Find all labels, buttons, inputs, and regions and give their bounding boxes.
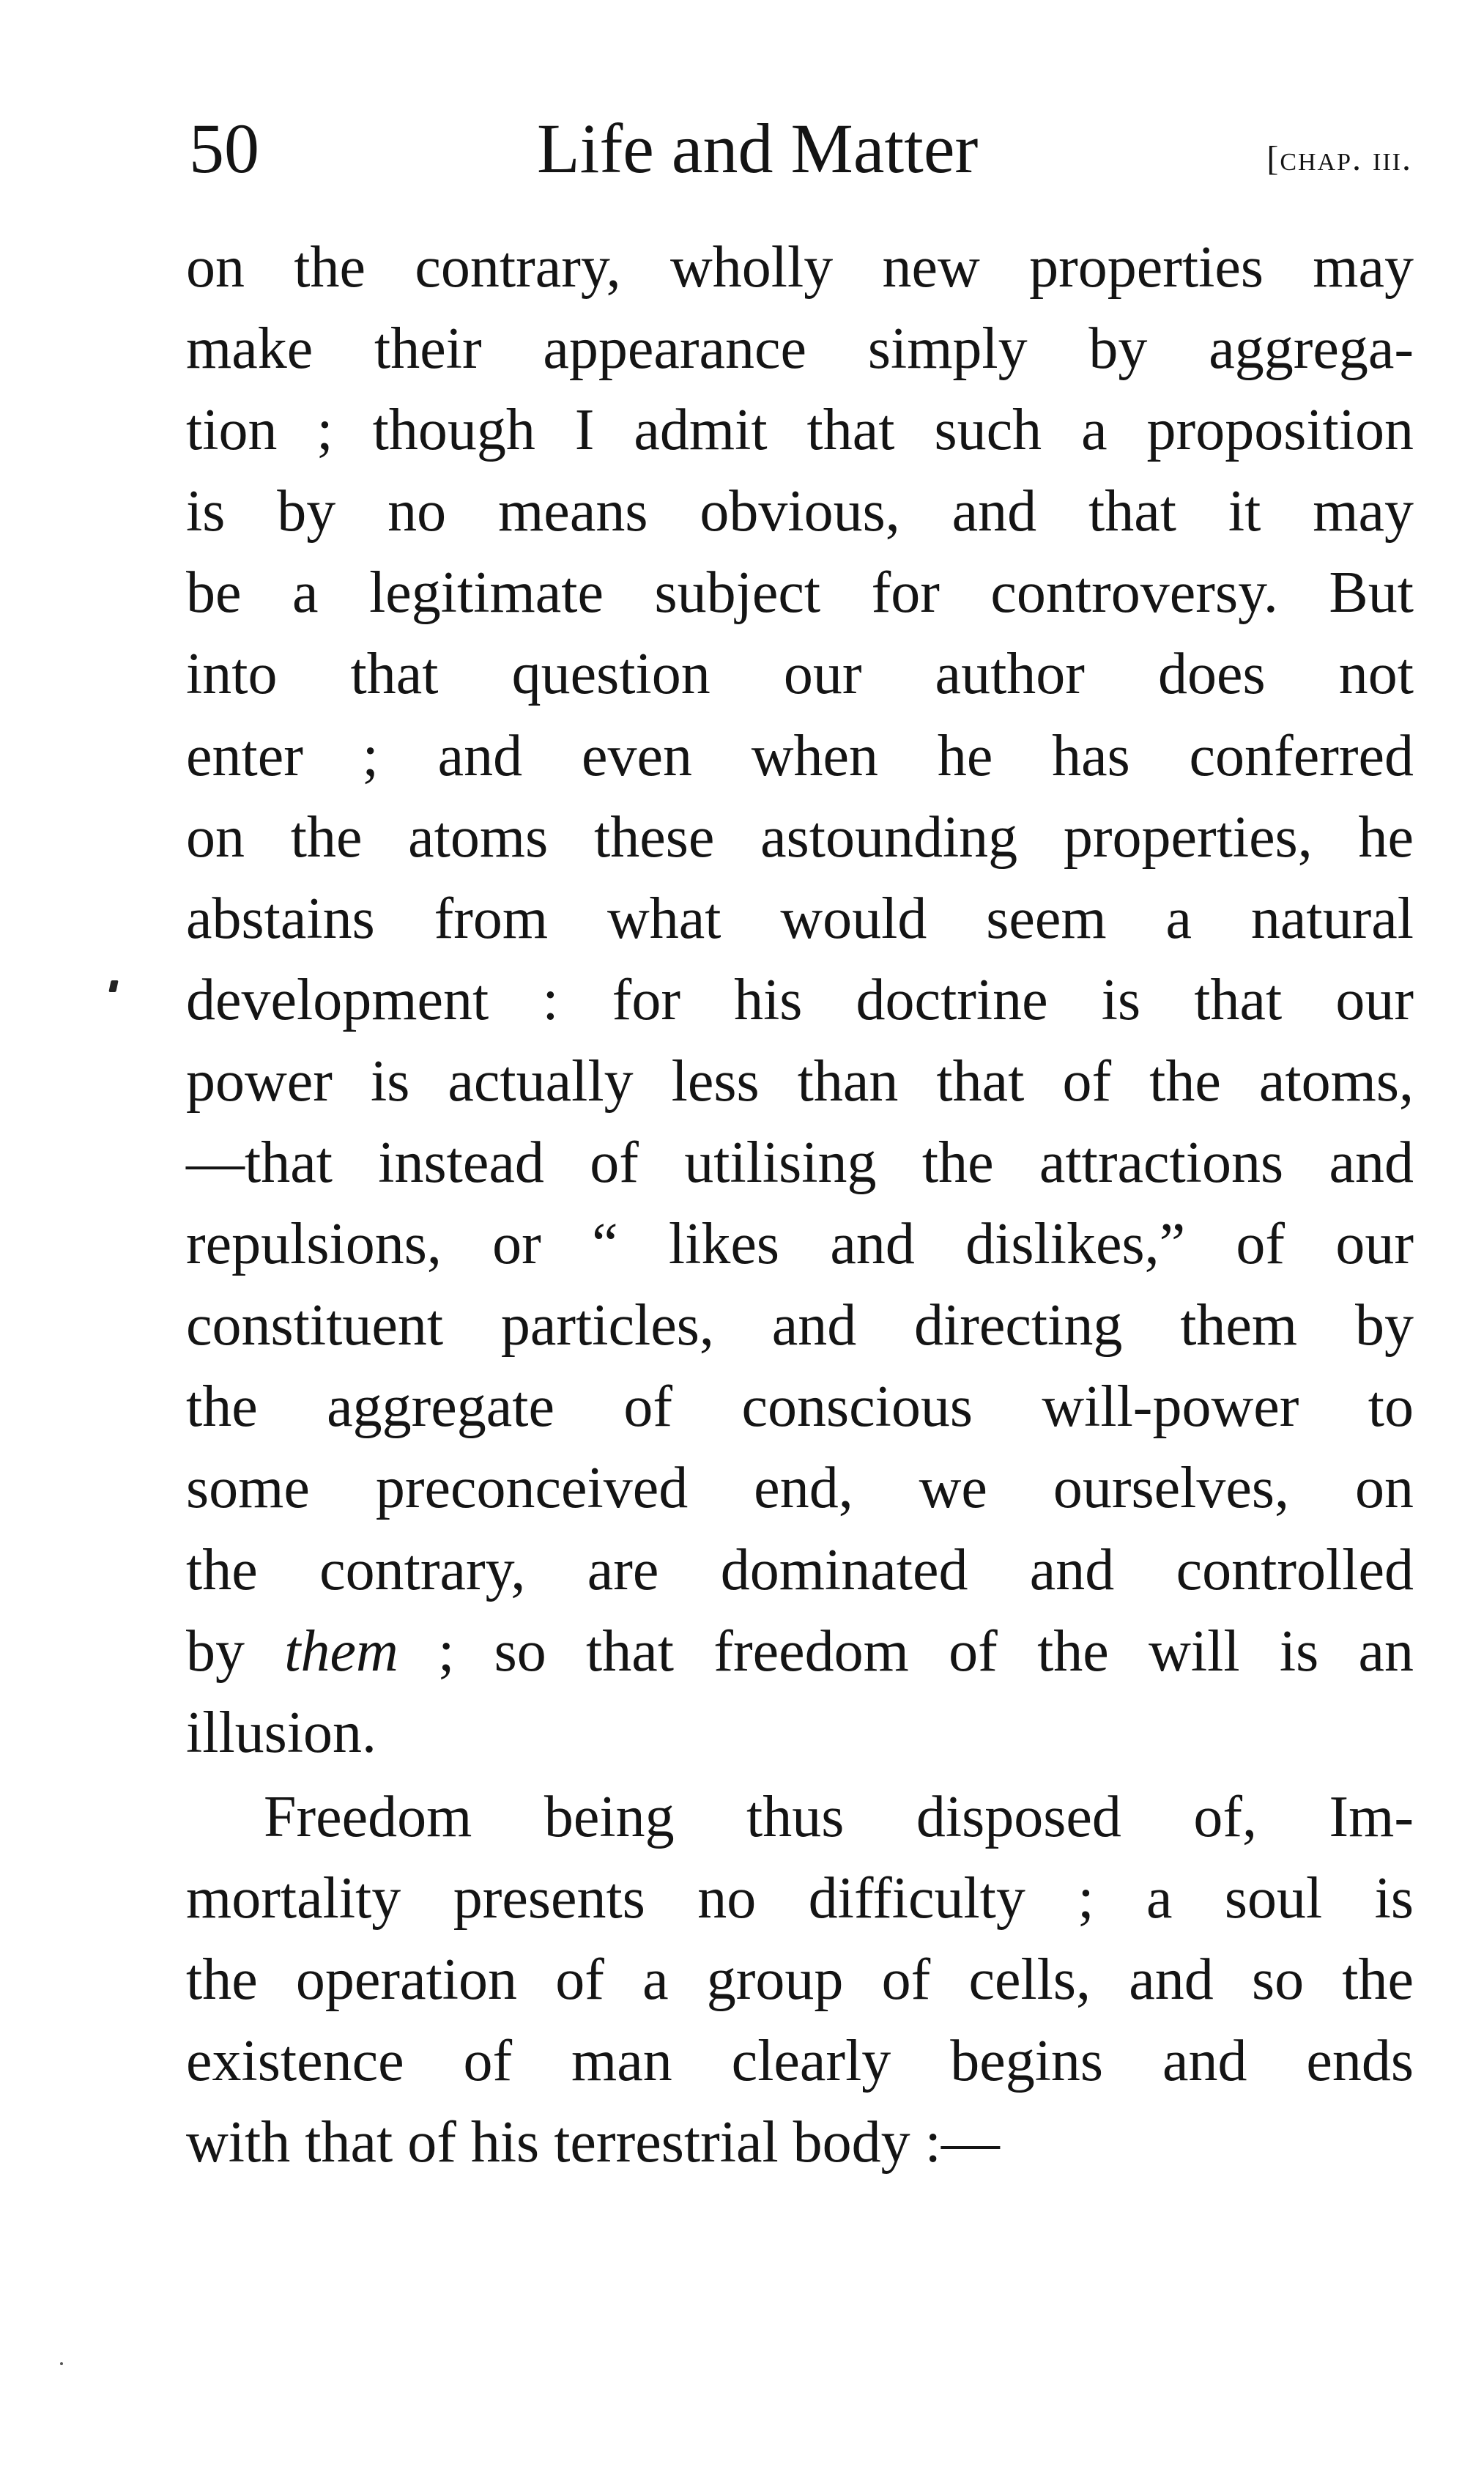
page-number: 50 [189, 109, 259, 188]
italic-word: them [284, 1619, 398, 1684]
text-line: on the contrary, wholly new properties may [186, 235, 1414, 300]
chapter-reference: [chap. iii. [1266, 139, 1412, 178]
page-speck [60, 2362, 63, 2365]
text-line: power is actually less than that of the atoms, [186, 1048, 1414, 1114]
text-line: development : for his doctrine is that our [186, 967, 1414, 1032]
text-line: is by no means obvious, and that it may [186, 479, 1414, 544]
text-line: make their appearance simply by aggrega- [186, 317, 1414, 382]
paragraph-1 [186, 227, 1414, 1774]
text-fragment: by [186, 1619, 245, 1684]
text-line: some preconceived end, we ourselves, on [186, 1456, 1414, 1521]
text-line: enter ; and even when he has conferred [186, 723, 1414, 788]
margin-mark [108, 980, 118, 992]
text-line: existence of man clearly begins and ends [186, 2029, 1414, 2094]
text-line-with-italic [186, 1611, 1414, 1693]
text-line: —that instead of utilising the attractions and [186, 1131, 1414, 1196]
text-line: tion ; though I admit that such a proposition [186, 398, 1414, 463]
running-header [189, 101, 1412, 196]
text-line: the aggregate of conscious will-power to [186, 1375, 1414, 1440]
text-line: Freedom being thus disposed of, Im- [264, 1784, 1414, 1849]
text-line: repulsions, or “ likes and dislikes,” of our [186, 1212, 1414, 1277]
text-line: illusion. [186, 1700, 377, 1765]
text-fragment: ; so that freedom of the will is an [438, 1619, 1414, 1684]
text-line: into that question our author does not [186, 642, 1414, 707]
text-line: the contrary, are dominated and controlled [186, 1537, 1414, 1602]
running-title: Life and Matter [537, 109, 979, 188]
body-text [186, 227, 1414, 2183]
text-line: be a legitimate subject for controversy. But [186, 561, 1414, 626]
text-line: constituent particles, and directing them by [186, 1293, 1414, 1358]
text-line: the operation of a group of cells, and so the [186, 1947, 1414, 2012]
paragraph-2 [186, 1777, 1414, 2183]
text-line: with that of his terrestrial body :— [186, 2110, 1000, 2175]
text-line: abstains from what would seem a natural [186, 886, 1414, 951]
text-line: on the atoms these astounding properties, he [186, 805, 1414, 870]
text-line: mortality presents no difficulty ; a soul is [186, 1865, 1414, 1931]
